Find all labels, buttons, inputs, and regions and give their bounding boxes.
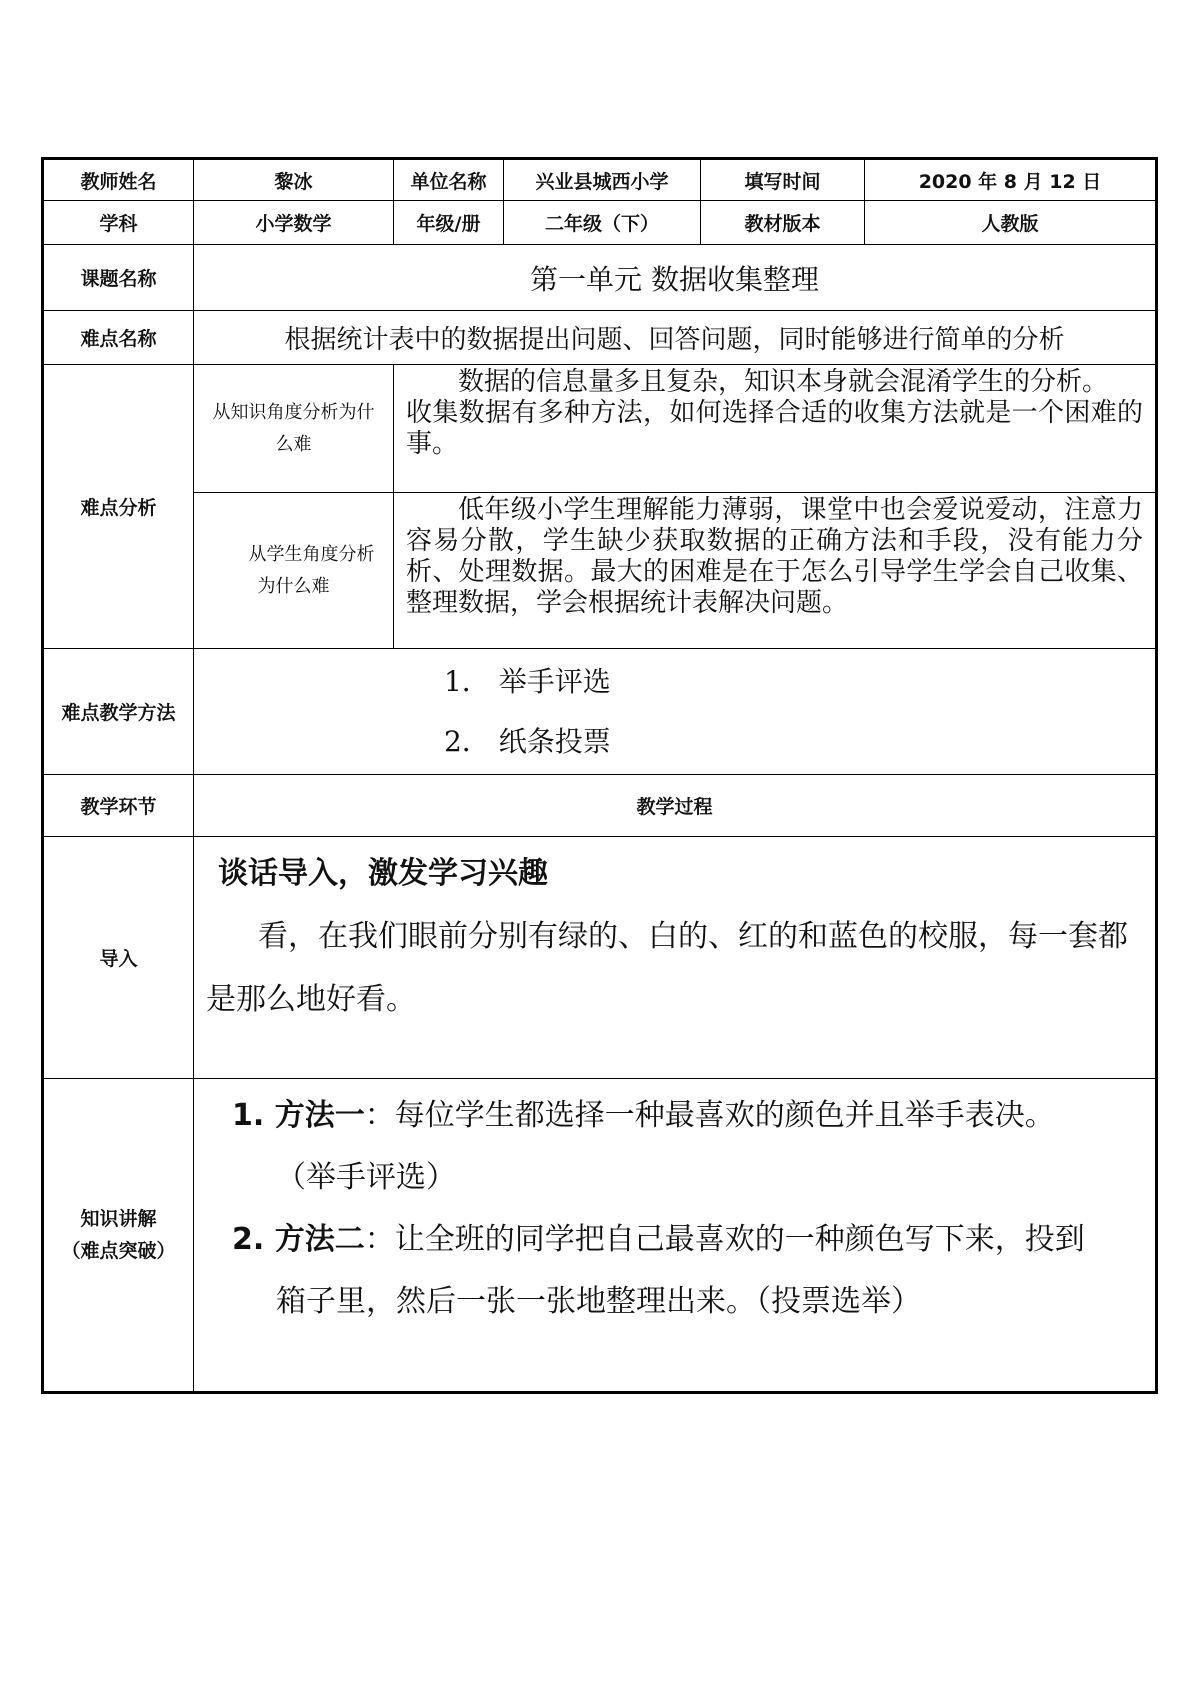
method-two-line <box>232 1209 1143 1271</box>
knowledge-row <box>43 1079 1157 1393</box>
intro-body <box>194 837 1155 1031</box>
method-one-text: ：每位学生都选择一种最喜欢的颜色并且举手表决。 <box>364 1098 1055 1133</box>
grade-value: 二年级（下） <box>504 201 701 245</box>
intro-text: 看，在我们眼前分别有绿的、白的、红的和蓝色的校服，每一套都是那么地好看。 <box>206 919 1128 1017</box>
method-two-number: 2. <box>232 1222 275 1257</box>
header-row-2 <box>43 201 1157 245</box>
methods-list <box>194 649 1157 775</box>
knowledge-body <box>194 1079 1155 1333</box>
method-one-note: （举手评选） <box>276 1160 456 1195</box>
student-angle-p: 低年级小学生理解能力薄弱，课堂中也会爱说爱动，注意力容易分散，学生缺少获取数据的正确方法和手段，没有能力分析、处理数据。最大的困难是在于怎么引导学生学会自己收集、整理数据，学会根据统计表解决问题。 <box>406 495 1143 618</box>
subject-label: 学科 <box>43 201 194 245</box>
topic-row <box>43 245 1157 311</box>
subject-value: 小学数学 <box>194 201 394 245</box>
analysis-row-student <box>43 493 1157 649</box>
process-header-row <box>43 775 1157 837</box>
knowledge-angle-label: 从知识角度分析为什么难 <box>194 365 394 493</box>
analysis-row-knowledge <box>43 365 1157 493</box>
intro-label: 导入 <box>43 837 194 1079</box>
stage-header-label: 教学环节 <box>43 775 194 837</box>
knowledge-label-line2: （难点突破） <box>61 1240 176 1262</box>
student-angle-text <box>394 493 1157 649</box>
difficulty-value: 根据统计表中的数据提出问题、回答问题，同时能够进行简单的分析 <box>194 311 1157 365</box>
method-two-title: 方法二 <box>274 1222 365 1257</box>
method-one-line <box>232 1085 1143 1147</box>
method-one-title: 方法一 <box>274 1098 365 1133</box>
textbook-label: 教材版本 <box>701 201 865 245</box>
teacher-value: 黎冰 <box>194 159 394 201</box>
topic-label: 课题名称 <box>43 245 194 311</box>
unit-label: 单位名称 <box>394 159 504 201</box>
intro-content <box>194 837 1157 1079</box>
intro-heading: 谈话导入，激发学习兴趣 <box>218 856 548 891</box>
methods-label: 难点教学方法 <box>43 649 194 775</box>
knowledge-content <box>194 1079 1157 1393</box>
date-value: 2020 年 8 月 12 日 <box>865 159 1157 201</box>
student-angle-label: 从学生角度分析为什么难 <box>194 493 394 649</box>
difficulty-row <box>43 311 1157 365</box>
knowledge-label <box>43 1079 194 1393</box>
teacher-label: 教师姓名 <box>43 159 194 201</box>
textbook-value: 人教版 <box>865 201 1157 245</box>
knowledge-angle-text <box>394 365 1157 493</box>
method-one-number: 1. <box>232 1098 275 1133</box>
knowledge-angle-p1: 数据的信息量多且复杂，知识本身就会混淆学生的分析。 <box>458 367 1109 397</box>
intro-row <box>43 837 1157 1079</box>
topic-value: 第一单元 数据收集整理 <box>194 245 1157 311</box>
lesson-plan-table <box>41 157 1158 1394</box>
method-item-2: 2． 纸条投票 <box>444 724 611 758</box>
date-label: 填写时间 <box>701 159 865 201</box>
analysis-label: 难点分析 <box>43 365 194 649</box>
grade-label: 年级/册 <box>394 201 504 245</box>
lesson-plan-sheet <box>41 157 1155 1394</box>
methods-row <box>43 649 1157 775</box>
header-row-1 <box>43 159 1157 201</box>
unit-value: 兴业县城西小学 <box>504 159 701 201</box>
method-two-continuation: 箱子里，然后一张一张地整理出来。（投票选举） <box>276 1284 921 1319</box>
method-two-text: ：让全班的同学把自己最喜欢的一种颜色写下来，投到 <box>364 1222 1085 1257</box>
difficulty-label: 难点名称 <box>43 311 194 365</box>
knowledge-angle-p2: 收集数据有多种方法，如何选择合适的收集方法就是一个困难的事。 <box>406 398 1143 459</box>
method-item-1: 1． 举手评选 <box>444 664 611 698</box>
knowledge-label-line1: 知识讲解 <box>80 1208 157 1230</box>
process-header-label: 教学过程 <box>194 775 1157 837</box>
